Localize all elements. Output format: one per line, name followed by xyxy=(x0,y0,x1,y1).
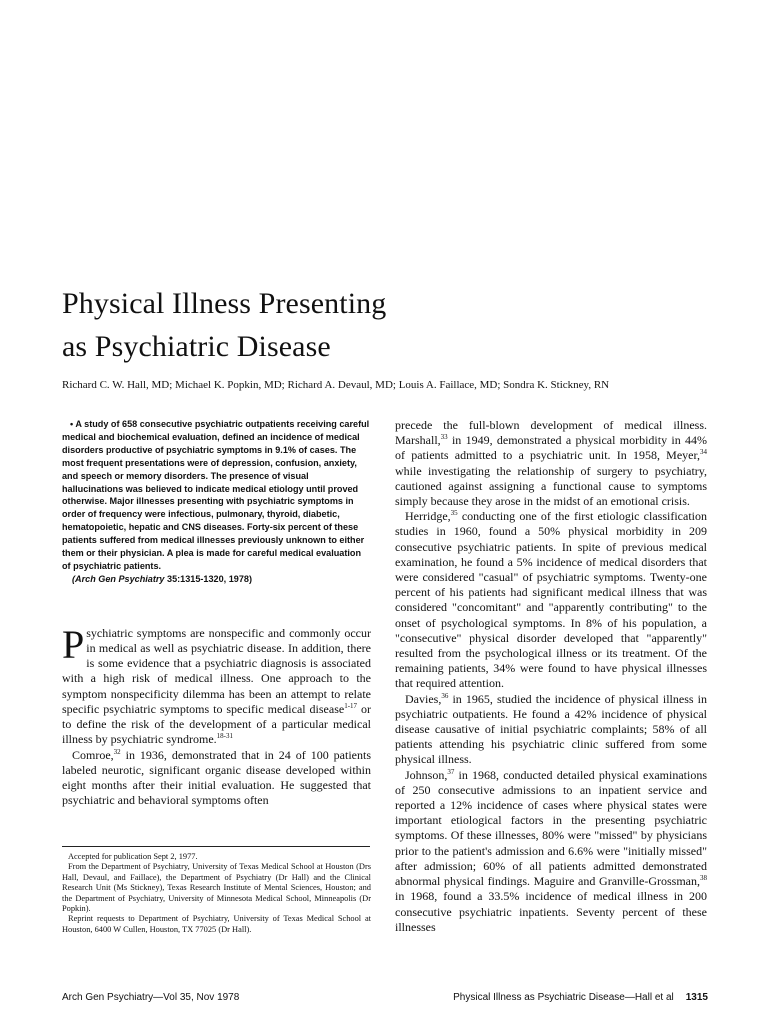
body-paragraph xyxy=(395,768,707,935)
footnote-divider xyxy=(62,846,370,847)
paragraph-text: precede the full-blown development of medical illness. xyxy=(395,418,707,432)
bullet-icon: • xyxy=(70,419,74,429)
paragraph-text: Johnson, xyxy=(405,767,448,782)
body-paragraph xyxy=(395,418,707,509)
body-paragraph xyxy=(62,748,371,809)
paragraph-text: in 1968, conducted detailed physical examinations of 250 consecutive admissions to an inpatient service and reported a 12% incidence of cases where physical states were important etiological factors in the presenting psychiatric symptoms. Of these illnesses, 80% were "missed" by physicians prior to the patient's admission and 6.6% were "initially missed" after admission; 60% of all patients admitted demonstrated abnormal physical findings. Maguire and Granville-Grossman, xyxy=(395,767,707,889)
paragraph-text: Marshall, xyxy=(395,433,441,448)
citation-volume: 35:1315-1320, 1978) xyxy=(167,573,252,584)
reference-superscript: 1-17 xyxy=(344,701,358,710)
footnote-affiliations: From the Department of Psychiatry, University of Texas Medical School at Houston (Drs Hall, Devaul, and Faillace), the Department of Psychiatry (Dr Hall) and the Clinical Research Unit (Ms Stickney), Texas Research Institute of Mental Sciences, Houston; and the Department of Psychiatry, University of Minnesota Medical School, Minneapolis (Dr Popkin). xyxy=(62,862,371,914)
reference-superscript: 33 xyxy=(440,433,448,442)
reference-superscript: 38 xyxy=(700,874,707,883)
paragraph-text: sychiatric symptoms are nonspecific and commonly occur in medical as well as psychiatric disease. In addition, there is some evidence that a psychiatric diagnosis is associated with a high risk of medical illness. One approach to the symptom nonspecificity dilemma has been an attempt to relate specific psychiatric symptoms to specific medical disease xyxy=(62,625,371,716)
running-footer xyxy=(453,992,708,1003)
title-line-2: as Psychiatric Disease xyxy=(62,330,331,363)
abstract xyxy=(62,418,371,573)
reference-superscript: 18-31 xyxy=(216,732,233,741)
author-list: Richard C. W. Hall, MD; Michael K. Popkin, MD; Richard A. Devaul, MD; Louis A. Faillace, MD; Sondra K. Stickney, RN xyxy=(62,379,610,391)
paragraph-text: Comroe, xyxy=(72,747,114,762)
reference-superscript: 37 xyxy=(447,767,455,776)
left-column xyxy=(62,418,371,808)
abstract-citation xyxy=(72,573,371,586)
journal-footer: Arch Gen Psychiatry—Vol 35, Nov 1978 xyxy=(62,992,240,1003)
paragraph-text: conducting one of the first etiologic classification studies in 1960, found a 50% physical morbidity in 209 consecutive psychiatric patients. In spite of previous medical examination, he found a 5% incidence of medical disorders that were considered "casual" of psychiatric symptoms. Twenty-one percent of his patients had significant medical illness that was considered "concomitant" and "apparently contributing" to the onset of psychological symptoms. In 8% of his population, a "consecutive" physical disorder developed that "apparently" resulted from the psychological illness or its treatment. Of the remaining patients, 34% were found to have physical illnesses that required attention. xyxy=(395,509,707,691)
left-body-text xyxy=(62,621,371,808)
body-paragraph xyxy=(395,509,707,691)
paragraph-text: in 1968, found a 33.5% incidence of medical illness in 200 consecutive psychiatric inpatients. Seventy percent of these illnesses xyxy=(395,889,707,934)
right-column xyxy=(395,418,707,935)
reference-superscript: 34 xyxy=(700,448,707,457)
footnote-reprints: Reprint requests to Department of Psychiatry, University of Texas Medical School at Houston, 6400 W Cullen, Houston, TX 77025 (Dr Hall). xyxy=(62,914,371,934)
running-title: Physical Illness as Psychiatric Disease—Hall et al xyxy=(453,992,674,1003)
paragraph-text: in 1965, studied the incidence of physical illness in psychiatric outpatients. He found a 42% incidence of physical disease causative of initial psychiatric complaints; 58% of all patients attending his psychiatric clinic suffered from some physical illness. xyxy=(395,691,707,767)
reference-superscript: 32 xyxy=(113,747,121,756)
paragraph-text: in 1949, demonstrated a physical morbidity in 44% of patients admitted to a psychiatric unit. In 1958, Meyer, xyxy=(395,433,707,463)
paragraph-text: Davies, xyxy=(405,691,442,706)
page-number: 1315 xyxy=(685,992,708,1003)
body-paragraph xyxy=(62,621,371,748)
abstract-text: A study of 658 consecutive psychiatric outpatients receiving careful medical and biochemical evaluation, defined an incidence of medical disorders productive of psychiatric symptoms in 9.1% of cases. The most frequent presentations were of depression, confusion, anxiety, and speech or memory disorders. The presence of visual hallucinations was believed to indicate medical etiology until proved otherwise. Major illnesses presenting with psychiatric symptoms in order of frequency were infectious, pulmonary, thyroid, diabetic, hematopoietic, hepatic and CNS diseases. Forty-six percent of these patients suffered from medical illnesses previously unknown to either them or their physician. A plea is made for careful medical evaluation of psychiatric patients. xyxy=(62,419,370,571)
body-paragraph xyxy=(395,692,707,768)
article-title xyxy=(62,282,722,368)
paragraph-text: while investigating the relationship of surgery to psychiatry, cautioned against assigning a functional cause to symptoms simply because they arose in the midst of an emotional crisis. xyxy=(395,463,707,509)
footnotes xyxy=(62,852,371,935)
footnote-accepted: Accepted for publication Sept 2, 1977. xyxy=(68,852,198,861)
paragraph-text: or to define the risk of the development of a particular medical illness by psychiatric syndrome. xyxy=(62,701,371,747)
drop-cap: P xyxy=(62,621,85,667)
reference-superscript: 36 xyxy=(441,691,449,700)
paragraph-text: in 1936, demonstrated that in 24 of 100 patients labeled neurotic, significant organic disease developed within eight months after their initial evaluation. He suggested that psychiatric and behavioral symptoms often xyxy=(62,747,371,808)
title-line-1: Physical Illness Presenting xyxy=(62,287,387,320)
paragraph-text: Herridge, xyxy=(405,509,451,524)
reference-superscript: 35 xyxy=(450,509,458,518)
citation-journal: (Arch Gen Psychiatry xyxy=(72,573,165,584)
